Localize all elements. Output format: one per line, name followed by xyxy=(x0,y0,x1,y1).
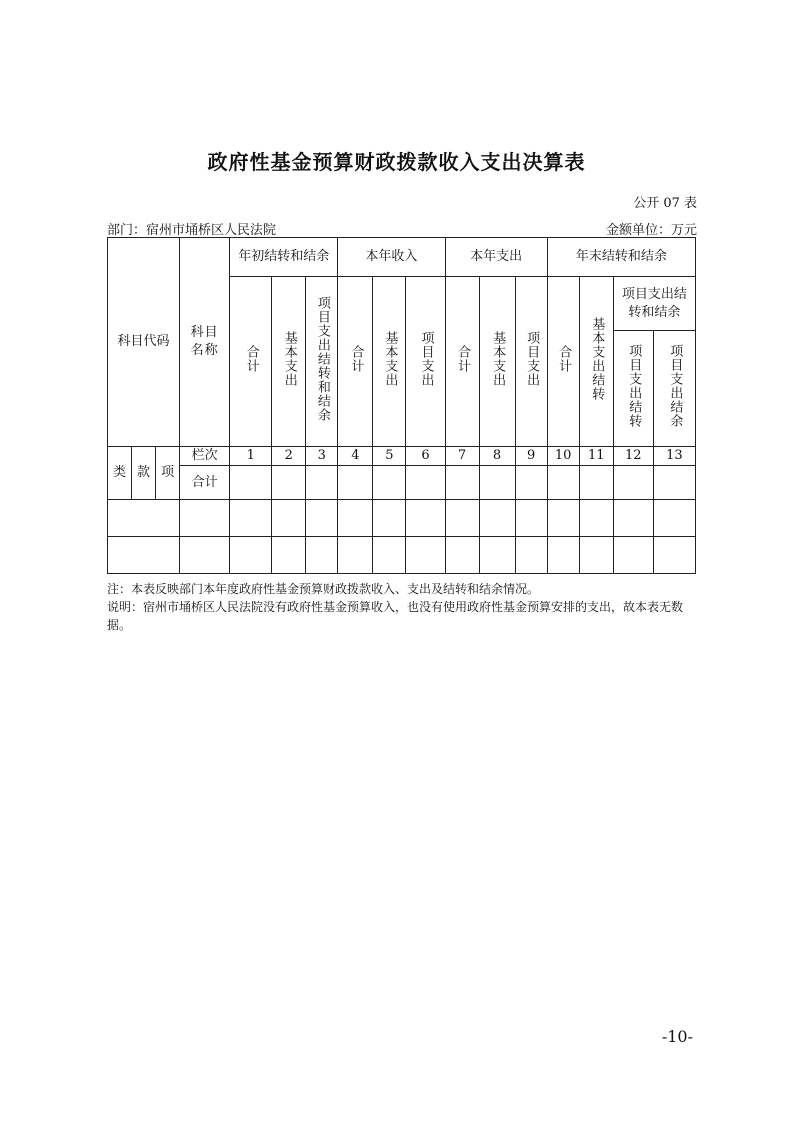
empty-cell xyxy=(108,500,180,537)
empty-cell xyxy=(373,500,406,537)
column-number: 4 xyxy=(338,447,373,466)
column-no-label: 栏次 xyxy=(180,447,230,466)
end-project-balance-header: 项目支出结余 xyxy=(653,331,695,447)
empty-cell xyxy=(306,537,338,574)
column-number: 3 xyxy=(306,447,338,466)
empty-cell xyxy=(445,466,479,500)
empty-cell xyxy=(445,500,479,537)
form-number: 公开 07 表 xyxy=(633,196,697,211)
column-number: 2 xyxy=(272,447,306,466)
sum-row-label: 合计 xyxy=(180,466,230,500)
column-number: 6 xyxy=(406,447,445,466)
begin-project-header: 项目支出结转和结余 xyxy=(306,277,338,447)
empty-cell xyxy=(338,500,373,537)
empty-cell xyxy=(272,537,306,574)
empty-cell xyxy=(653,466,695,500)
empty-cell xyxy=(653,537,695,574)
table-note: 注：本表反映部门本年度政府性基金预算财政拨款收入、支出及结转和结余情况。 xyxy=(107,582,540,596)
empty-cell xyxy=(272,500,306,537)
empty-cell xyxy=(306,500,338,537)
empty-cell xyxy=(406,466,445,500)
empty-row xyxy=(108,537,696,574)
header-row-1 xyxy=(108,238,696,277)
section-header: 款 xyxy=(132,447,156,500)
column-number: 10 xyxy=(547,447,579,466)
budget-table xyxy=(107,237,696,574)
subject-code-header: 科目代码 xyxy=(108,238,180,447)
empty-cell xyxy=(515,500,547,537)
begin-basic-header: 基本支出 xyxy=(272,277,306,447)
expense-project-header: 项目支出 xyxy=(515,277,547,447)
class-header: 类 xyxy=(108,447,132,500)
empty-cell xyxy=(515,466,547,500)
empty-cell xyxy=(479,500,515,537)
empty-cell xyxy=(445,537,479,574)
empty-cell xyxy=(613,537,653,574)
department-label: 部门：宿州市埇桥区人民法院 xyxy=(107,223,277,238)
empty-cell xyxy=(180,537,230,574)
begin-balance-header: 年初结转和结余 xyxy=(230,238,338,277)
empty-row xyxy=(108,500,696,537)
column-number: 1 xyxy=(230,447,272,466)
column-number: 5 xyxy=(373,447,406,466)
end-balance-header: 年末结转和结余 xyxy=(547,238,695,277)
empty-cell xyxy=(547,537,579,574)
empty-cell xyxy=(406,537,445,574)
amount-unit-label: 金额单位：万元 xyxy=(605,223,697,238)
end-project-header: 项目支出结转和结余 xyxy=(613,277,695,331)
empty-cell xyxy=(373,466,406,500)
expense-total-header: 合计 xyxy=(445,277,479,447)
begin-total-header: 合计 xyxy=(230,277,272,447)
empty-cell xyxy=(272,466,306,500)
expense-basic-header: 基本支出 xyxy=(479,277,515,447)
column-number: 7 xyxy=(445,447,479,466)
column-number: 8 xyxy=(479,447,515,466)
item-header: 项 xyxy=(156,447,180,500)
income-total-header: 合计 xyxy=(338,277,373,447)
column-number: 12 xyxy=(613,447,653,466)
column-number: 13 xyxy=(653,447,695,466)
empty-cell xyxy=(338,466,373,500)
empty-cell xyxy=(613,466,653,500)
empty-cell xyxy=(180,500,230,537)
empty-cell xyxy=(108,537,180,574)
empty-cell xyxy=(547,466,579,500)
empty-cell xyxy=(653,500,695,537)
page-number: -10- xyxy=(661,1027,693,1046)
empty-cell xyxy=(230,500,272,537)
empty-cell xyxy=(406,500,445,537)
empty-cell xyxy=(338,537,373,574)
end-total-header: 合计 xyxy=(547,277,579,447)
empty-cell xyxy=(579,500,613,537)
end-project-carryover-header: 项目支出结转 xyxy=(613,331,653,447)
empty-cell xyxy=(579,466,613,500)
column-number: 11 xyxy=(579,447,613,466)
sum-row xyxy=(108,466,696,500)
end-basic-header: 基本支出结转 xyxy=(579,277,613,447)
empty-cell xyxy=(306,466,338,500)
table-explanation: 说明：宿州市埇桥区人民法院没有政府性基金预算收入，也没有使用政府性基金预算安排的支出，故本表无数据。 xyxy=(107,600,684,632)
empty-cell xyxy=(547,500,579,537)
column-number: 9 xyxy=(515,447,547,466)
income-project-header: 项目支出 xyxy=(406,277,445,447)
subject-name-header: 科目名称 xyxy=(180,238,230,447)
empty-cell xyxy=(515,537,547,574)
empty-cell xyxy=(613,500,653,537)
empty-cell xyxy=(479,537,515,574)
empty-cell xyxy=(479,466,515,500)
expense-header: 本年支出 xyxy=(445,238,547,277)
empty-cell xyxy=(373,537,406,574)
empty-cell xyxy=(230,466,272,500)
income-header: 本年收入 xyxy=(338,238,445,277)
empty-cell xyxy=(579,537,613,574)
empty-cell xyxy=(230,537,272,574)
income-basic-header: 基本支出 xyxy=(373,277,406,447)
page-title: 政府性基金预算财政拨款收入支出决算表 xyxy=(207,150,586,174)
column-number-row xyxy=(108,447,696,466)
